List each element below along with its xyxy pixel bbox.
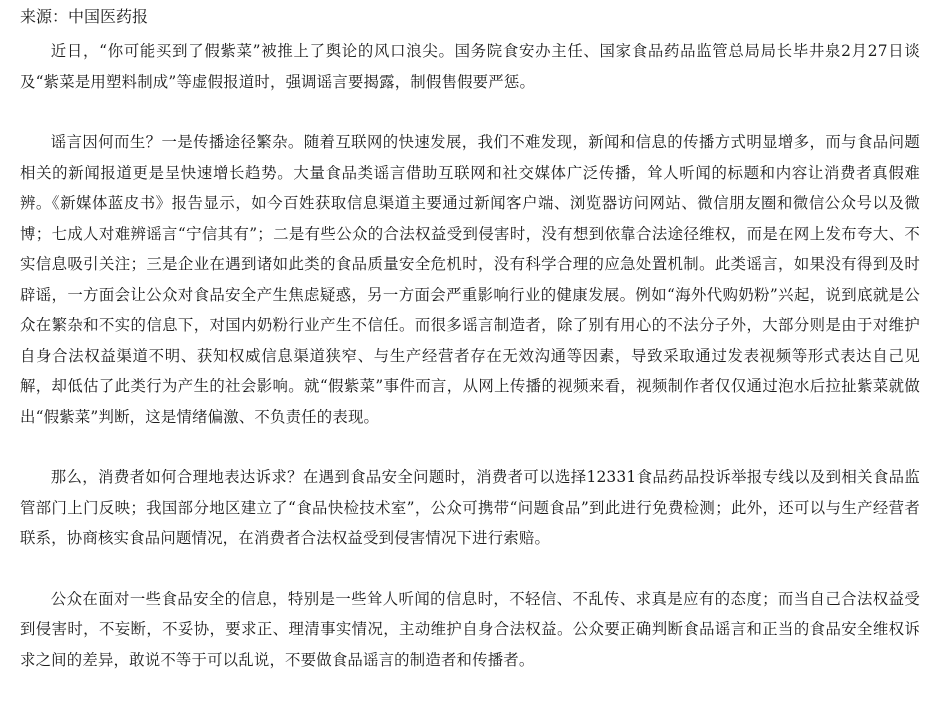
paragraph-rumor-causes: 谣言因何而生？一是传播途径繁杂。随着互联网的快速发展，我们不难发现，新闻和信息的传播方式明显增多，而与食品问题相关的新闻报道更是呈快速增长趋势。大量食品类谣言借助互联网和社交媒体广泛传播，耸人听闻的标题和内容让消费者真假难辨。《新媒体蓝皮书》报告显示，如今百姓获取信息渠道主要通过新闻客户端、浏览器访问网站、微信朋友圈和微信公众号以及微博；七成人对难辨谣言“宁信其有”；二是有些公众的合法权益受到侵害时，没有想到依靠合法途径维权，而是在网上发布夸大、不实信息吸引关注；三是企业在遇到诸如此类的食品质量安全危机时，没有科学合理的应急处置机制。此类谣言，如果没有得到及时辟谣，一方面会让公众对食品安全产生焦虑疑惑，另一方面会严重影响行业的健康发展。例如“海外代购奶粉”兴起，说到底就是公众在繁杂和不实的信息下，对国内奶粉行业产生不信任。而很多谣言制造者，除了别有用心的不法分子外，大部分则是由于对维护自身合法权益渠道不明、获知权威信息渠道狭窄、与生产经营者存在无效沟通等因素，导致采取通过发表视频等形式表达自己见解，却低估了此类行为产生的社会影响。就“假紫菜”事件而言，从网上传播的视频来看，视频制作者仅仅通过泡水后拉扯紫菜就做出“假紫菜”判断，这是情绪偏激、不负责任的表现。 [20,133,920,426]
paragraph-public-attitude: 公众在面对一些食品安全的信息，特别是一些耸人听闻的信息时，不轻信、不乱传、求真是应有的态度；而当自己合法权益受到侵害时，不妄断，不妥协，要求正、理清事实情况，主动维护自身合法权益。公众要正确判断食品谣言和正当的食品安全维权诉求之间的差异，敢说不等于可以乱说，不要做食品谣言的制造者和传播者。 [20,589,920,669]
article [20,6,920,705]
source-line: 来源：中国医药报 [20,7,149,26]
paragraph-intro: 近日，“你可能买到了假紫菜”被推上了舆论的风口浪尖。国务院食安办主任、国家食品药品监管总局局长毕井泉2月27日谈及“紫菜是用塑料制成”等虚假报道时，强调谣言要揭露，制假售假要严惩。 [20,42,920,91]
paragraph-consumer-channels: 那么，消费者如何合理地表达诉求？在遇到食品安全问题时，消费者可以选择12331食品药品投诉举报专线以及到相关食品监管部门上门反映；我国部分地区建立了“食品快检技术室”，公众可携带“问题食品”到此进行免费检测；此外，还可以与生产经营者联系，协商核实食品问题情况，在消费者合法权益受到侵害情况下进行索赔。 [20,468,920,547]
